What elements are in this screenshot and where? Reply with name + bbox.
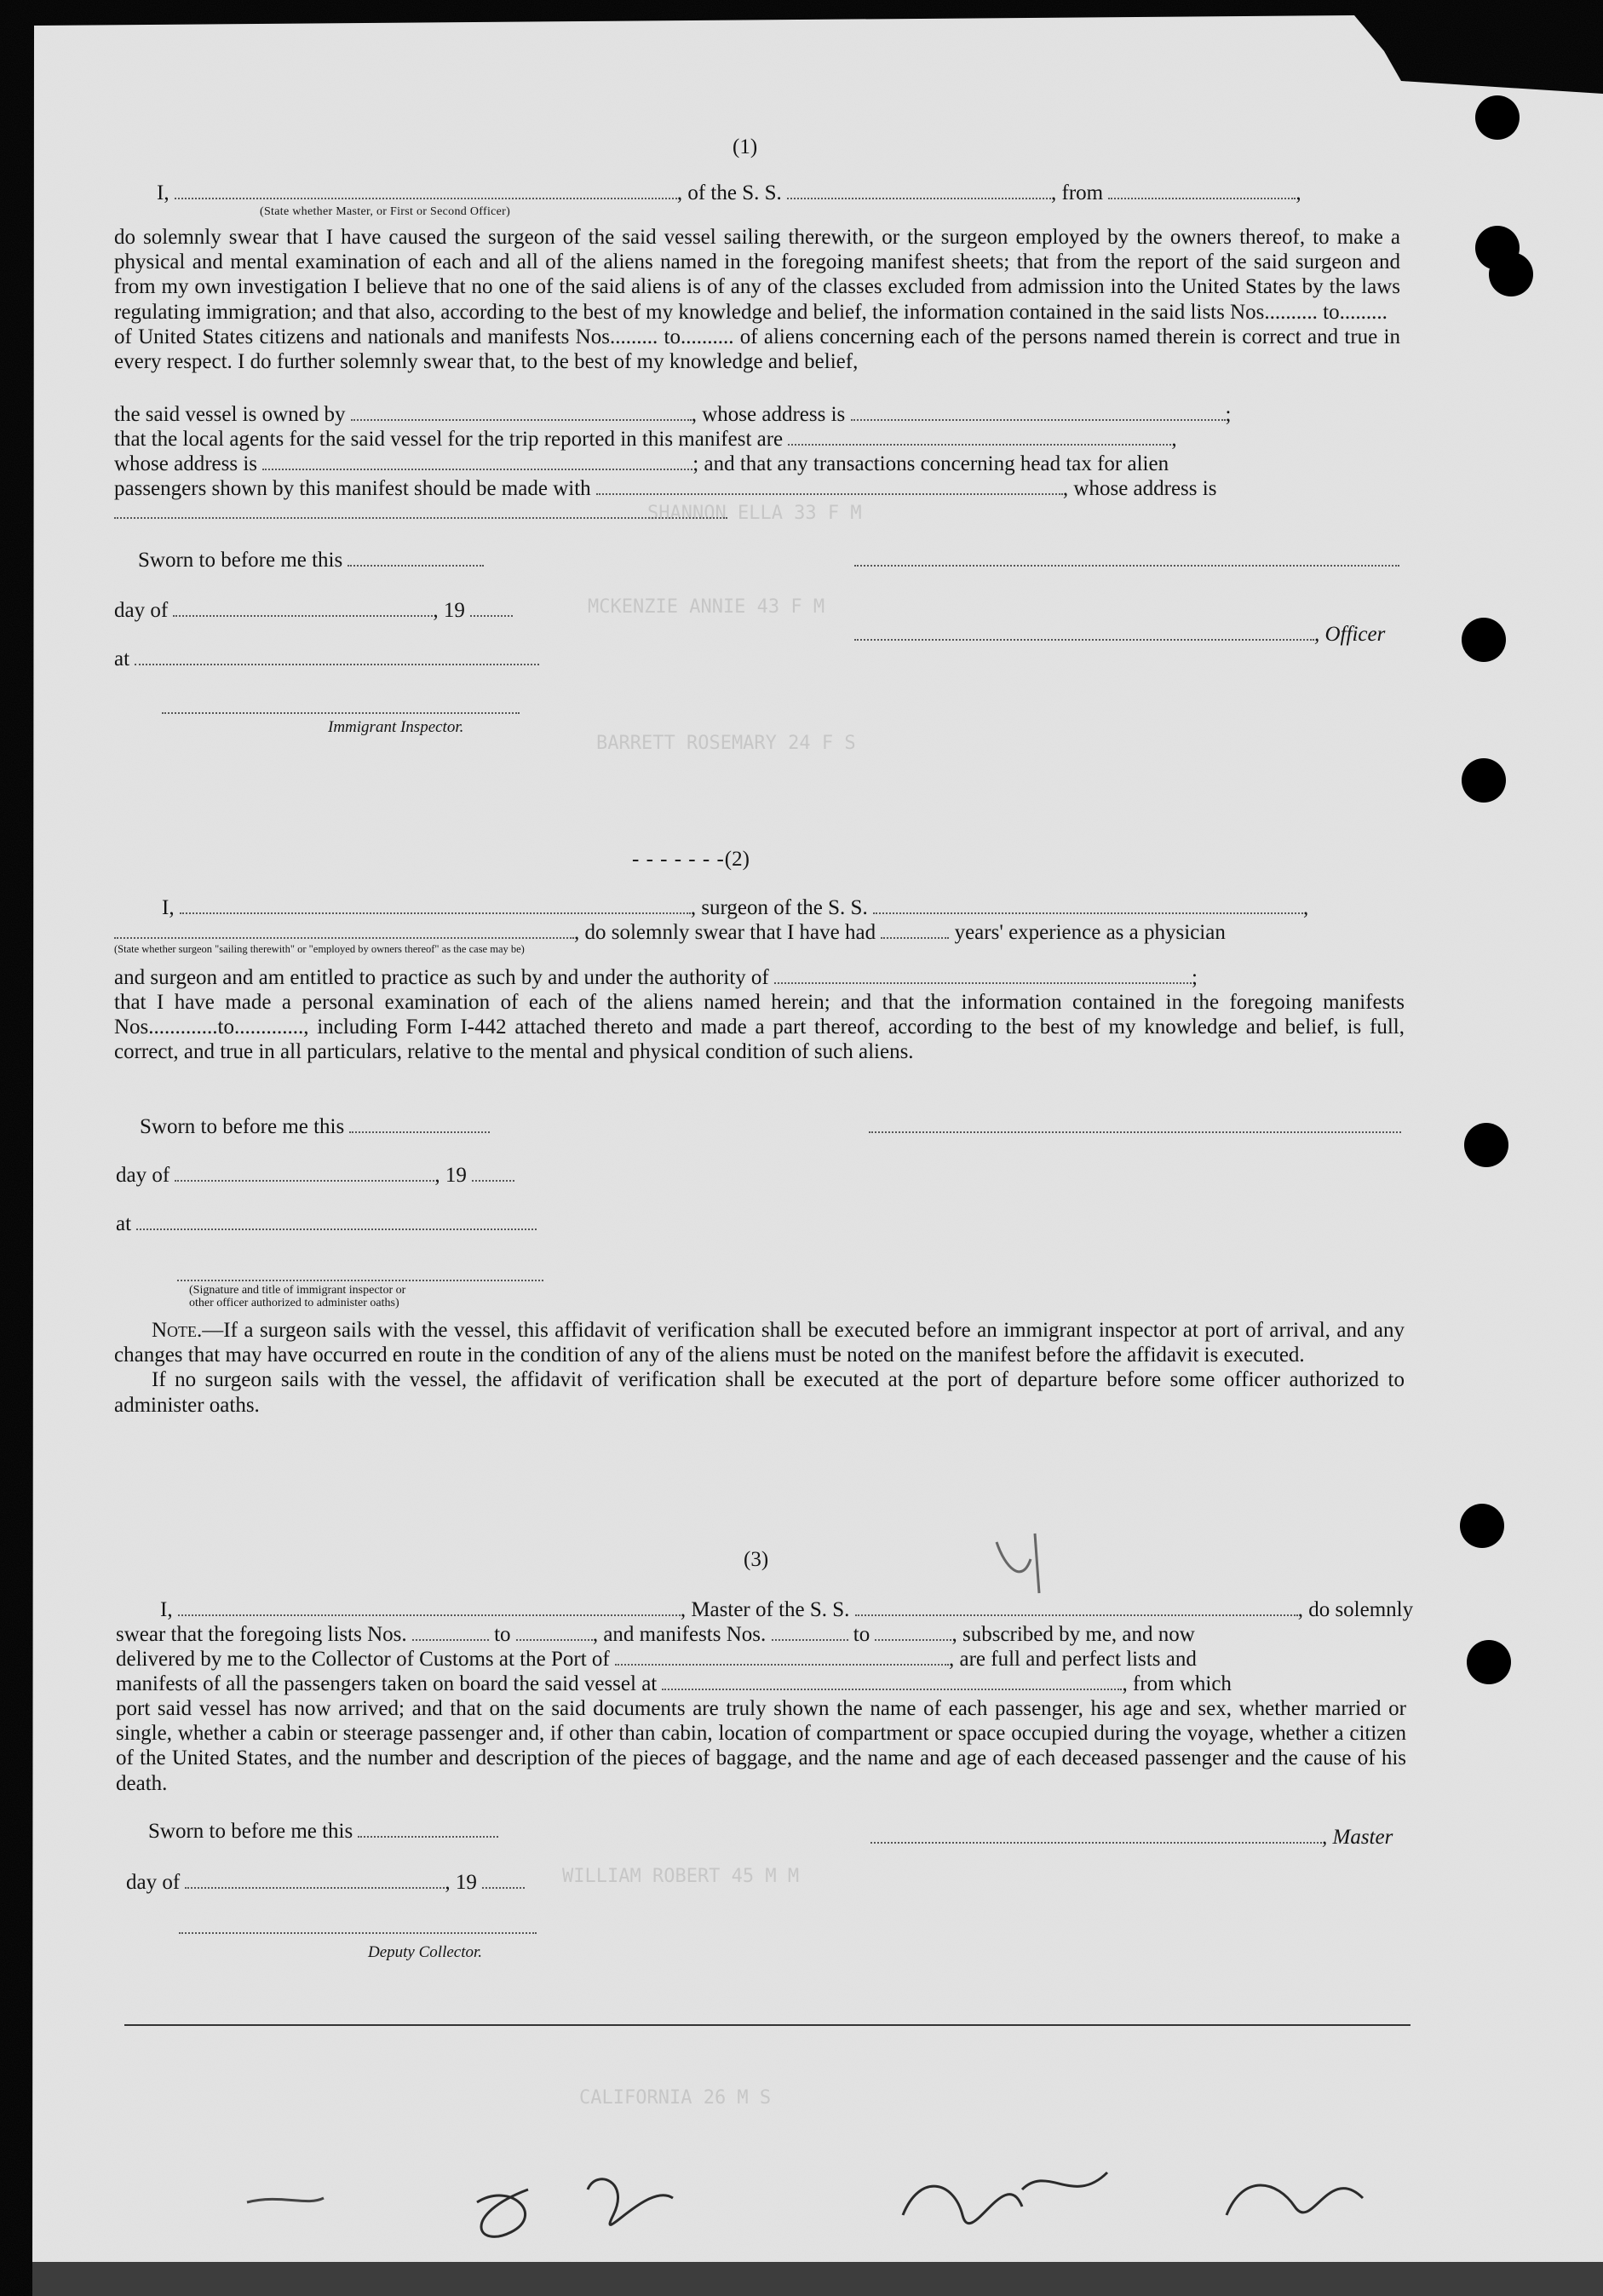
date-field[interactable] xyxy=(349,1116,490,1133)
oath-line: swear that the foregoing lists Nos. to , and manifests Nos. to , subscribed by me, and now xyxy=(116,1623,1195,1646)
field-note: (State whether surgeon "sailing therewith" or "employed by owners thereof" as the case may be) xyxy=(114,943,525,955)
status-field[interactable] xyxy=(114,922,574,939)
oath-line: , do solemnly swear that I have had years' experience as a physician xyxy=(114,922,1226,943)
oath-line: I, , of the S. S. , from , xyxy=(157,181,1301,204)
at-line: at xyxy=(114,648,539,670)
place-field[interactable] xyxy=(136,1213,537,1230)
divider xyxy=(124,2024,1411,2026)
owner-field[interactable] xyxy=(351,404,692,421)
bleed-through-text: CALIFORNIA 26 M S xyxy=(579,2087,772,2109)
year-field[interactable] xyxy=(472,1165,514,1182)
year-field[interactable] xyxy=(470,600,513,617)
embark-port-field[interactable] xyxy=(662,1673,1122,1690)
master-line: , Master xyxy=(870,1827,1393,1848)
signature-caption: (Signature and title of immigrant inspector or other officer authorized to administer oaths) xyxy=(189,1284,406,1309)
bleed-through-text: MCKENZIE ANNIE 43 F M xyxy=(588,596,825,618)
punch-hole xyxy=(1462,758,1506,803)
oath-line: manifests of all the passengers taken on board the said vessel at , from which xyxy=(116,1672,1232,1695)
name-field[interactable] xyxy=(175,182,677,199)
signature-field[interactable] xyxy=(177,1280,543,1281)
head-tax-field[interactable] xyxy=(596,478,1063,495)
signature-caption: Immigrant Inspector. xyxy=(328,718,464,736)
date-field[interactable] xyxy=(358,1821,498,1838)
label: , from xyxy=(1051,181,1104,204)
vessel-field[interactable] xyxy=(873,897,1303,914)
label: , of the S. S. xyxy=(676,181,782,204)
name-field[interactable] xyxy=(180,897,691,914)
section-number: (1) xyxy=(733,135,758,158)
signature-field[interactable] xyxy=(179,1932,537,1934)
bleed-through-text: BARRETT ROSEMARY 24 F S xyxy=(596,733,856,754)
section-number-line: - - - - - - -(2) xyxy=(632,848,750,871)
signature-caption: Deputy Collector. xyxy=(368,1943,483,1961)
oath-paragraph: do solemnly swear that I have caused the surgeon of the said vessel sailing therewith, or the surgeon employed by the owners thereof, to make a physical and mental examination of each and all of the aliens named in the foregoing manifest sheets; that from the report of the said surgeon and from my own investigation I believe that no one of the said aliens is of any of the classes excluded from admission into the United States by the laws regulating immigration; and that also, according to the best of my knowledge and belief, the information contained in the said lists Nos.......... to......... of United States citizens and nationals and manifests Nos......... to.......... of aliens concerning each of the persons named therein is correct and true in every respect. I do further solemnly swear that, to the best of my knowledge and belief, xyxy=(114,226,1400,374)
note-paragraph: Note.—If a surgeon sails with the vessel, this affidavit of verification shall be executed before an immigrant inspector at port of arrival, and any changes that may have occurred en route in the condition of any of the aliens must be noted on the manifest before the affidavit is executed. If no surgeon sails with the vessel, the affidavit of verification shall be executed at the port of departure before some officer authorized to administer oaths. xyxy=(114,1319,1405,1417)
punch-hole xyxy=(1475,95,1520,140)
month-field[interactable] xyxy=(175,1165,434,1182)
day-line: day of , 19 xyxy=(114,600,513,621)
punch-hole xyxy=(1467,1640,1511,1684)
bleed-through-text: WILLIAM ROBERT 45 M M xyxy=(562,1866,800,1887)
oath-line: the said vessel is owned by , whose address is ; xyxy=(114,403,1232,426)
owner-address-field[interactable] xyxy=(851,404,1226,421)
sworn-line: Sworn to before me this xyxy=(148,1821,498,1842)
bleed-through-text: SHANNON ELLA 33 F M xyxy=(647,503,862,524)
oath-line: delivered by me to the Collector of Customs at the Port of , are full and perfect lists and xyxy=(116,1648,1197,1671)
address-field[interactable] xyxy=(114,517,727,519)
oath-line: whose address is ; and that any transactions concerning head tax for alien xyxy=(114,452,1169,475)
label: I, xyxy=(157,181,169,204)
agents-field[interactable] xyxy=(788,429,1171,446)
manifest-from-field[interactable] xyxy=(772,1624,848,1641)
port-field[interactable] xyxy=(615,1649,949,1666)
agents-address-field[interactable] xyxy=(262,453,692,470)
sworn-line: Sworn to before me this xyxy=(140,1116,490,1137)
oath-paragraph: that I have made a personal examination of each of the aliens named herein; and that the information contained in the foregoing manifests Nos.............to............., including Form I-442 attached thereto and made a part thereof, according to the best of my knowledge and belief, is full, correct, and true in all particulars, relative to the mental and physical condition of such aliens. xyxy=(114,991,1405,1064)
signature-field[interactable] xyxy=(869,1131,1401,1133)
year-field[interactable] xyxy=(482,1872,525,1889)
oath-line: passengers shown by this manifest should be made with , whose address is xyxy=(114,477,1217,500)
oath-line: and surgeon and am entitled to practice as such by and under the authority of ; xyxy=(114,966,1198,989)
day-line: day of , 19 xyxy=(116,1165,514,1186)
month-field[interactable] xyxy=(185,1872,445,1889)
signature-field[interactable] xyxy=(854,565,1399,567)
section-number: (3) xyxy=(744,1548,769,1571)
punch-hole xyxy=(1460,1504,1504,1548)
vessel-field[interactable] xyxy=(787,182,1051,199)
day-line: day of , 19 xyxy=(126,1872,525,1893)
at-line: at xyxy=(116,1213,537,1234)
officer-line: , Officer xyxy=(854,624,1385,645)
port-field[interactable] xyxy=(1108,182,1296,199)
punch-hole xyxy=(1489,252,1533,296)
officer-field[interactable] xyxy=(854,624,1314,641)
month-field[interactable] xyxy=(173,600,433,617)
date-field[interactable] xyxy=(348,550,484,567)
punch-hole xyxy=(1462,618,1506,662)
oath-line: that the local agents for the said vessel for the trip reported in this manifest are , xyxy=(114,428,1177,451)
vessel-field[interactable] xyxy=(855,1599,1298,1616)
oath-line: I, , surgeon of the S. S. , xyxy=(162,896,1309,919)
signature-field[interactable] xyxy=(162,712,520,714)
manifest-to-field[interactable] xyxy=(875,1624,951,1641)
authority-field[interactable] xyxy=(774,967,1192,984)
oath-paragraph: port said vessel has now arrived; and that on the said documents are truly shown the name of each passenger, his age and sex, whether married or single, whether a cabin or steerage passenger and, if other than cabin, location of compartment or space occupied during the voyage, whether a citizen of the United States, and the number and description of the pieces of baggage, and the name and age of each deceased passenger and the cause of his death. xyxy=(116,1697,1406,1795)
punch-hole xyxy=(1464,1123,1508,1167)
field-note: (State whether Master, or First or Second Officer) xyxy=(260,205,511,218)
oath-line: I, , Master of the S. S. , do solemnly xyxy=(160,1598,1414,1621)
place-field[interactable] xyxy=(135,648,539,665)
master-signature-field[interactable] xyxy=(870,1827,1322,1844)
list-from-field[interactable] xyxy=(412,1624,489,1641)
sworn-line: Sworn to before me this xyxy=(138,550,484,571)
years-field[interactable] xyxy=(881,922,949,939)
list-to-field[interactable] xyxy=(516,1624,593,1641)
name-field[interactable] xyxy=(178,1599,681,1616)
